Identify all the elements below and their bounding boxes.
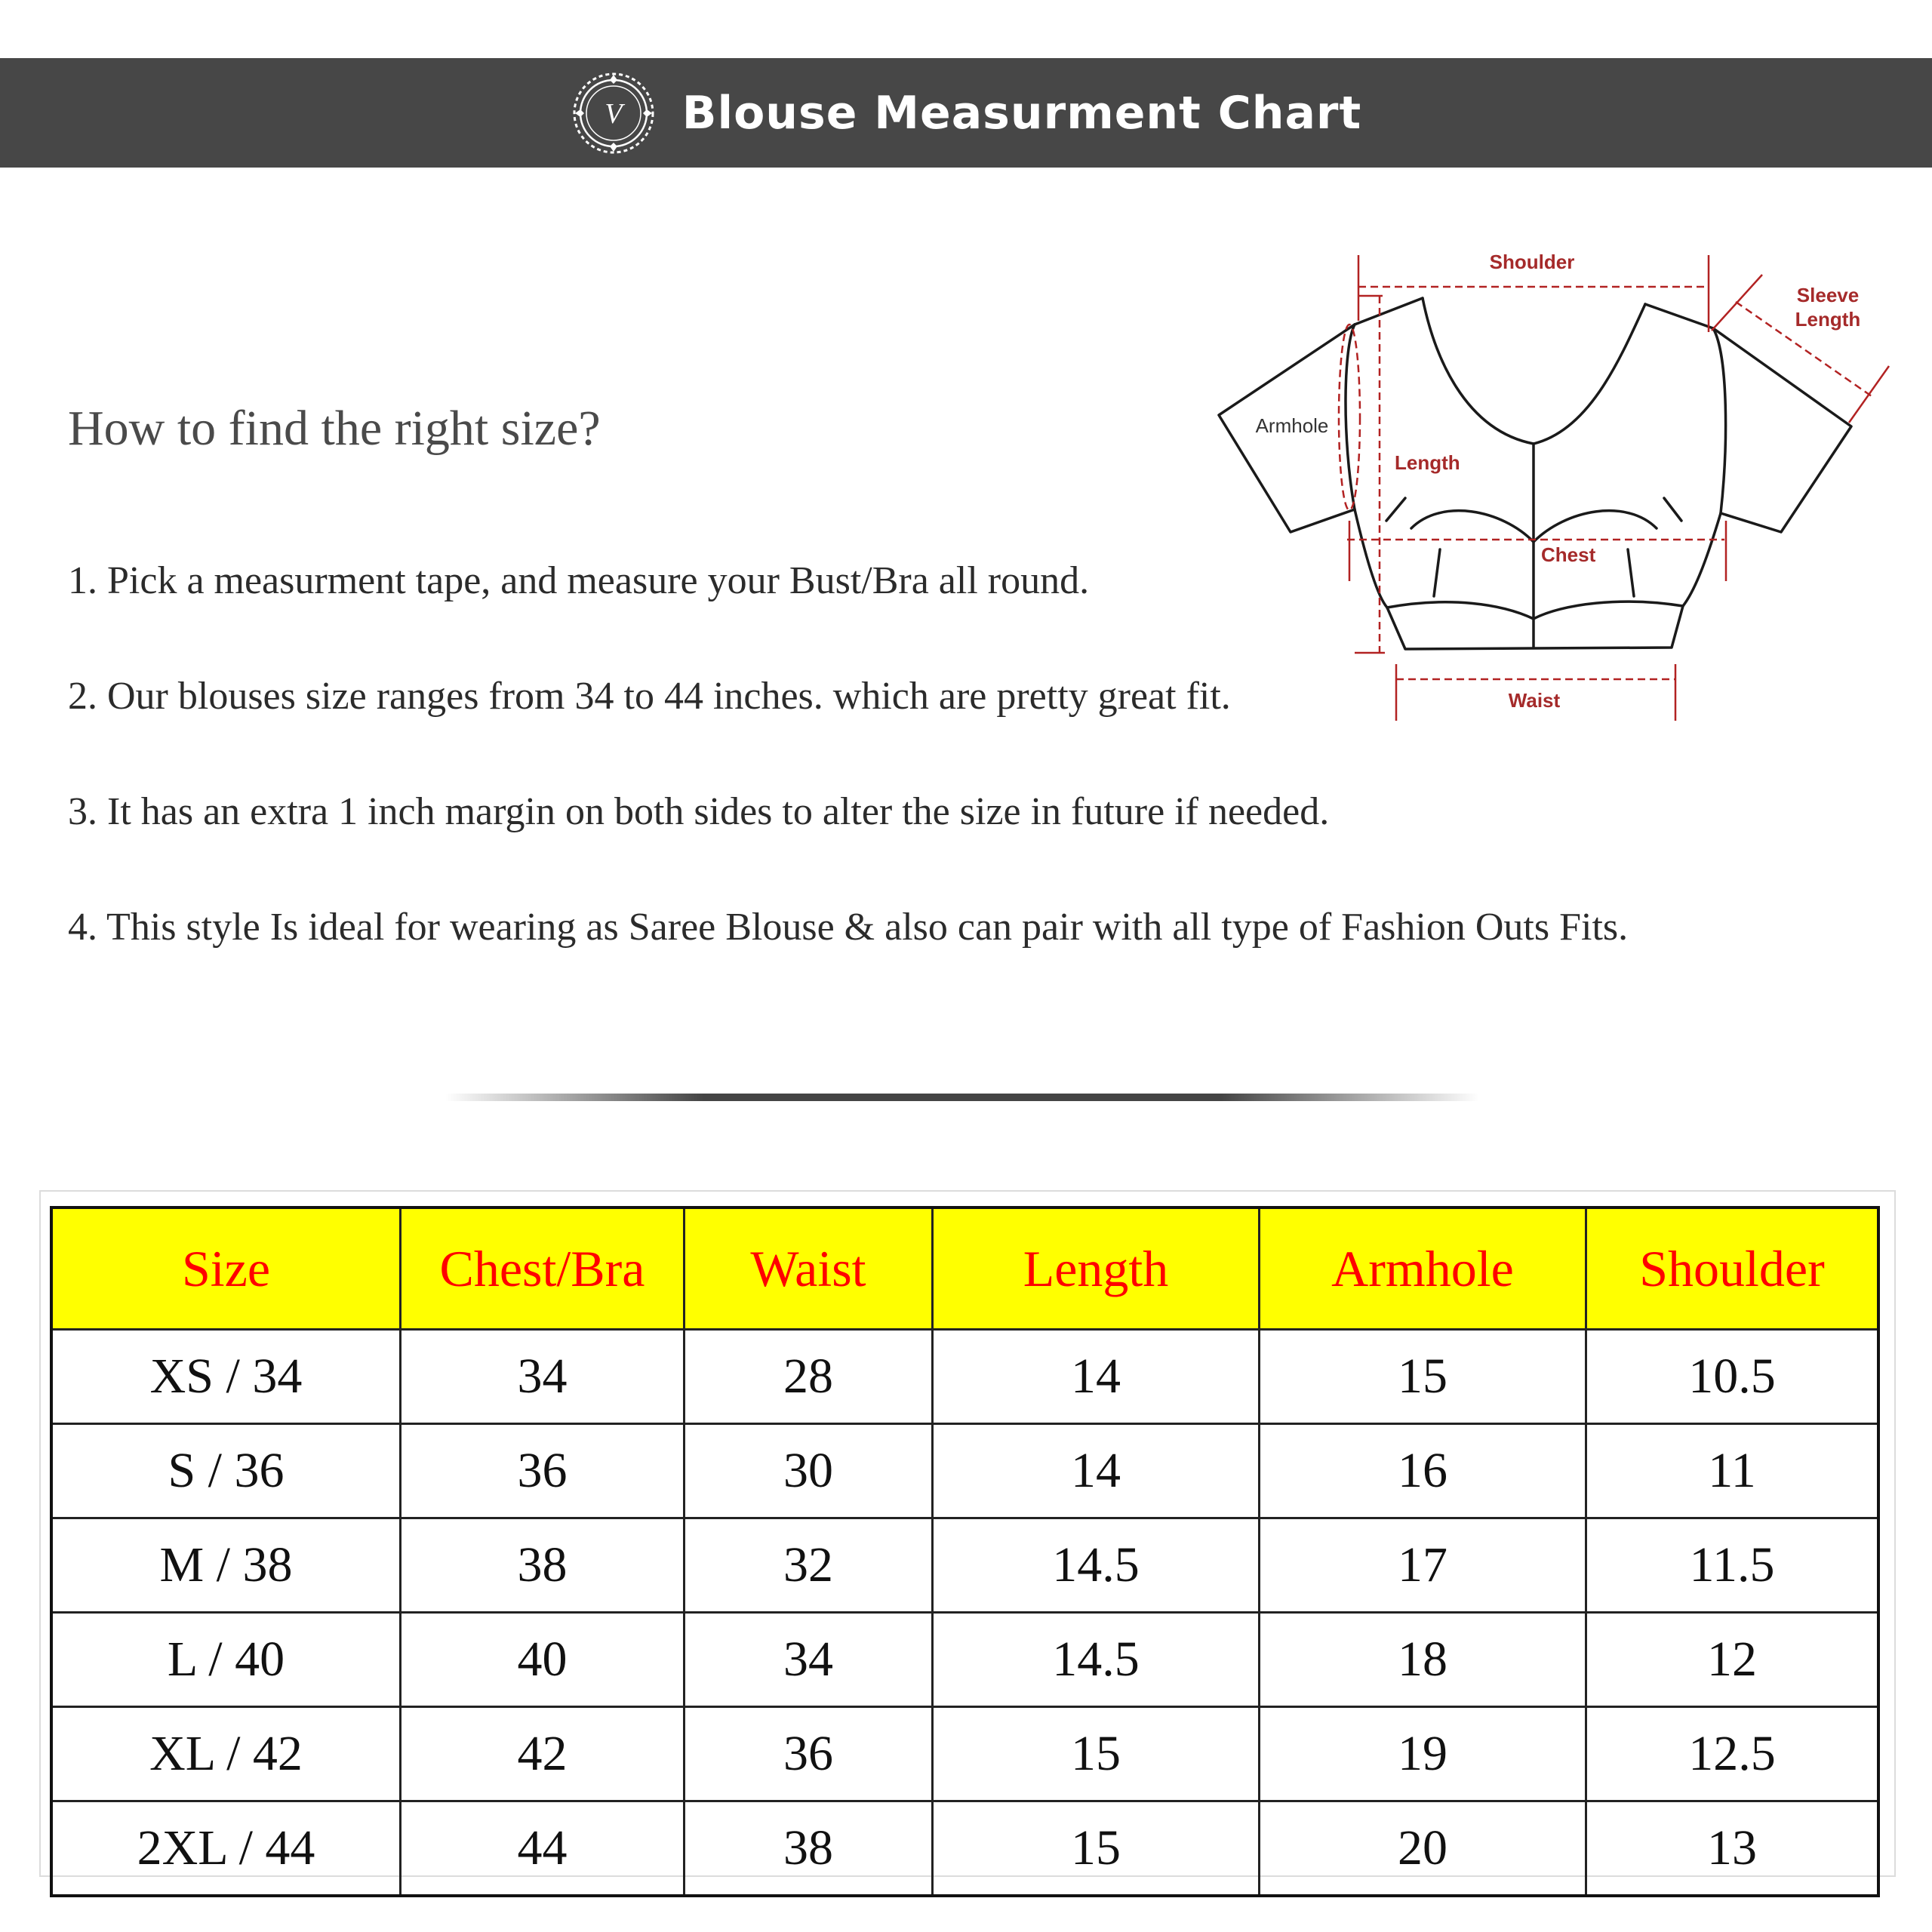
blouse-outline [1219, 298, 1851, 649]
column-header-chest: Chest/Bra [401, 1208, 685, 1330]
cell-size: L / 40 [51, 1613, 401, 1707]
cell-chest: 40 [401, 1613, 685, 1707]
diagram-label-length: Length [1395, 451, 1460, 474]
guide-heading: How to find the right size? [68, 401, 601, 456]
cell-armhole: 17 [1260, 1518, 1586, 1613]
table-row [51, 1801, 1878, 1897]
cell-shoulder: 12 [1586, 1613, 1879, 1707]
cell-waist: 32 [685, 1518, 933, 1613]
column-header-waist: Waist [685, 1208, 933, 1330]
cell-length: 14.5 [933, 1518, 1260, 1613]
diagram-label-chest: Chest [1541, 543, 1596, 566]
page-title: Blouse Measurment Chart [681, 86, 1362, 140]
diagram-label-shoulder: Shoulder [1489, 251, 1575, 273]
blouse-diagram [1208, 242, 1909, 732]
cell-chest: 36 [401, 1424, 685, 1518]
column-header-length: Length [933, 1208, 1260, 1330]
cell-length: 15 [933, 1707, 1260, 1801]
cell-waist: 34 [685, 1613, 933, 1707]
cell-chest: 38 [401, 1518, 685, 1613]
cell-waist: 30 [685, 1424, 933, 1518]
cell-length: 14 [933, 1424, 1260, 1518]
cell-length: 15 [933, 1801, 1260, 1897]
cell-length: 14 [933, 1330, 1260, 1424]
table-row [51, 1424, 1878, 1518]
cell-armhole: 19 [1260, 1707, 1586, 1801]
diagram-label-sleeve-1: Sleeve [1796, 284, 1860, 306]
cell-armhole: 15 [1260, 1330, 1586, 1424]
cell-shoulder: 13 [1586, 1801, 1879, 1897]
cell-armhole: 20 [1260, 1801, 1586, 1897]
table-header-row [51, 1208, 1878, 1330]
cell-shoulder: 10.5 [1586, 1330, 1879, 1424]
cell-chest: 42 [401, 1707, 685, 1801]
table-row [51, 1518, 1878, 1613]
section-divider [445, 1094, 1479, 1101]
guide-step-2: 2. Our blouses size ranges from 34 to 44 inches. which are pretty great fit. [68, 675, 1231, 718]
cell-chest: 44 [401, 1801, 685, 1897]
cell-shoulder: 11 [1586, 1424, 1879, 1518]
cell-size: S / 36 [51, 1424, 401, 1518]
guide-step-4: 4. This style Is ideal for wearing as Saree Blouse & also can pair with all type of Fashion Outs Fits. [68, 906, 1629, 949]
cell-chest: 34 [401, 1330, 685, 1424]
guide-step-3: 3. It has an extra 1 inch margin on both sides to alter the size in future if needed. [68, 790, 1330, 833]
cell-waist: 38 [685, 1801, 933, 1897]
diagram-label-sleeve-2: Length [1795, 308, 1861, 331]
table-row [51, 1613, 1878, 1707]
cell-length: 14.5 [933, 1613, 1260, 1707]
column-header-armhole: Armhole [1260, 1208, 1586, 1330]
size-chart-table [50, 1206, 1880, 1897]
column-header-size: Size [51, 1208, 401, 1330]
guide-step-1: 1. Pick a measurment tape, and measure your Bust/Bra all round. [68, 559, 1090, 602]
cell-armhole: 18 [1260, 1613, 1586, 1707]
column-header-shoulder: Shoulder [1586, 1208, 1879, 1330]
cell-waist: 36 [685, 1707, 933, 1801]
header-banner [0, 58, 1932, 168]
cell-armhole: 16 [1260, 1424, 1586, 1518]
cell-size: XS / 34 [51, 1330, 401, 1424]
cell-size: 2XL / 44 [51, 1801, 401, 1897]
cell-shoulder: 11.5 [1586, 1518, 1879, 1613]
table-row [51, 1707, 1878, 1801]
cell-waist: 28 [685, 1330, 933, 1424]
logo-letter: V [605, 97, 623, 130]
cell-size: M / 38 [51, 1518, 401, 1613]
table-row [51, 1330, 1878, 1424]
cell-shoulder: 12.5 [1586, 1707, 1879, 1801]
cell-size: XL / 42 [51, 1707, 401, 1801]
diagram-label-armhole: Armhole [1255, 414, 1329, 437]
diagram-label-waist: Waist [1508, 689, 1561, 712]
brand-logo-icon [571, 70, 657, 156]
